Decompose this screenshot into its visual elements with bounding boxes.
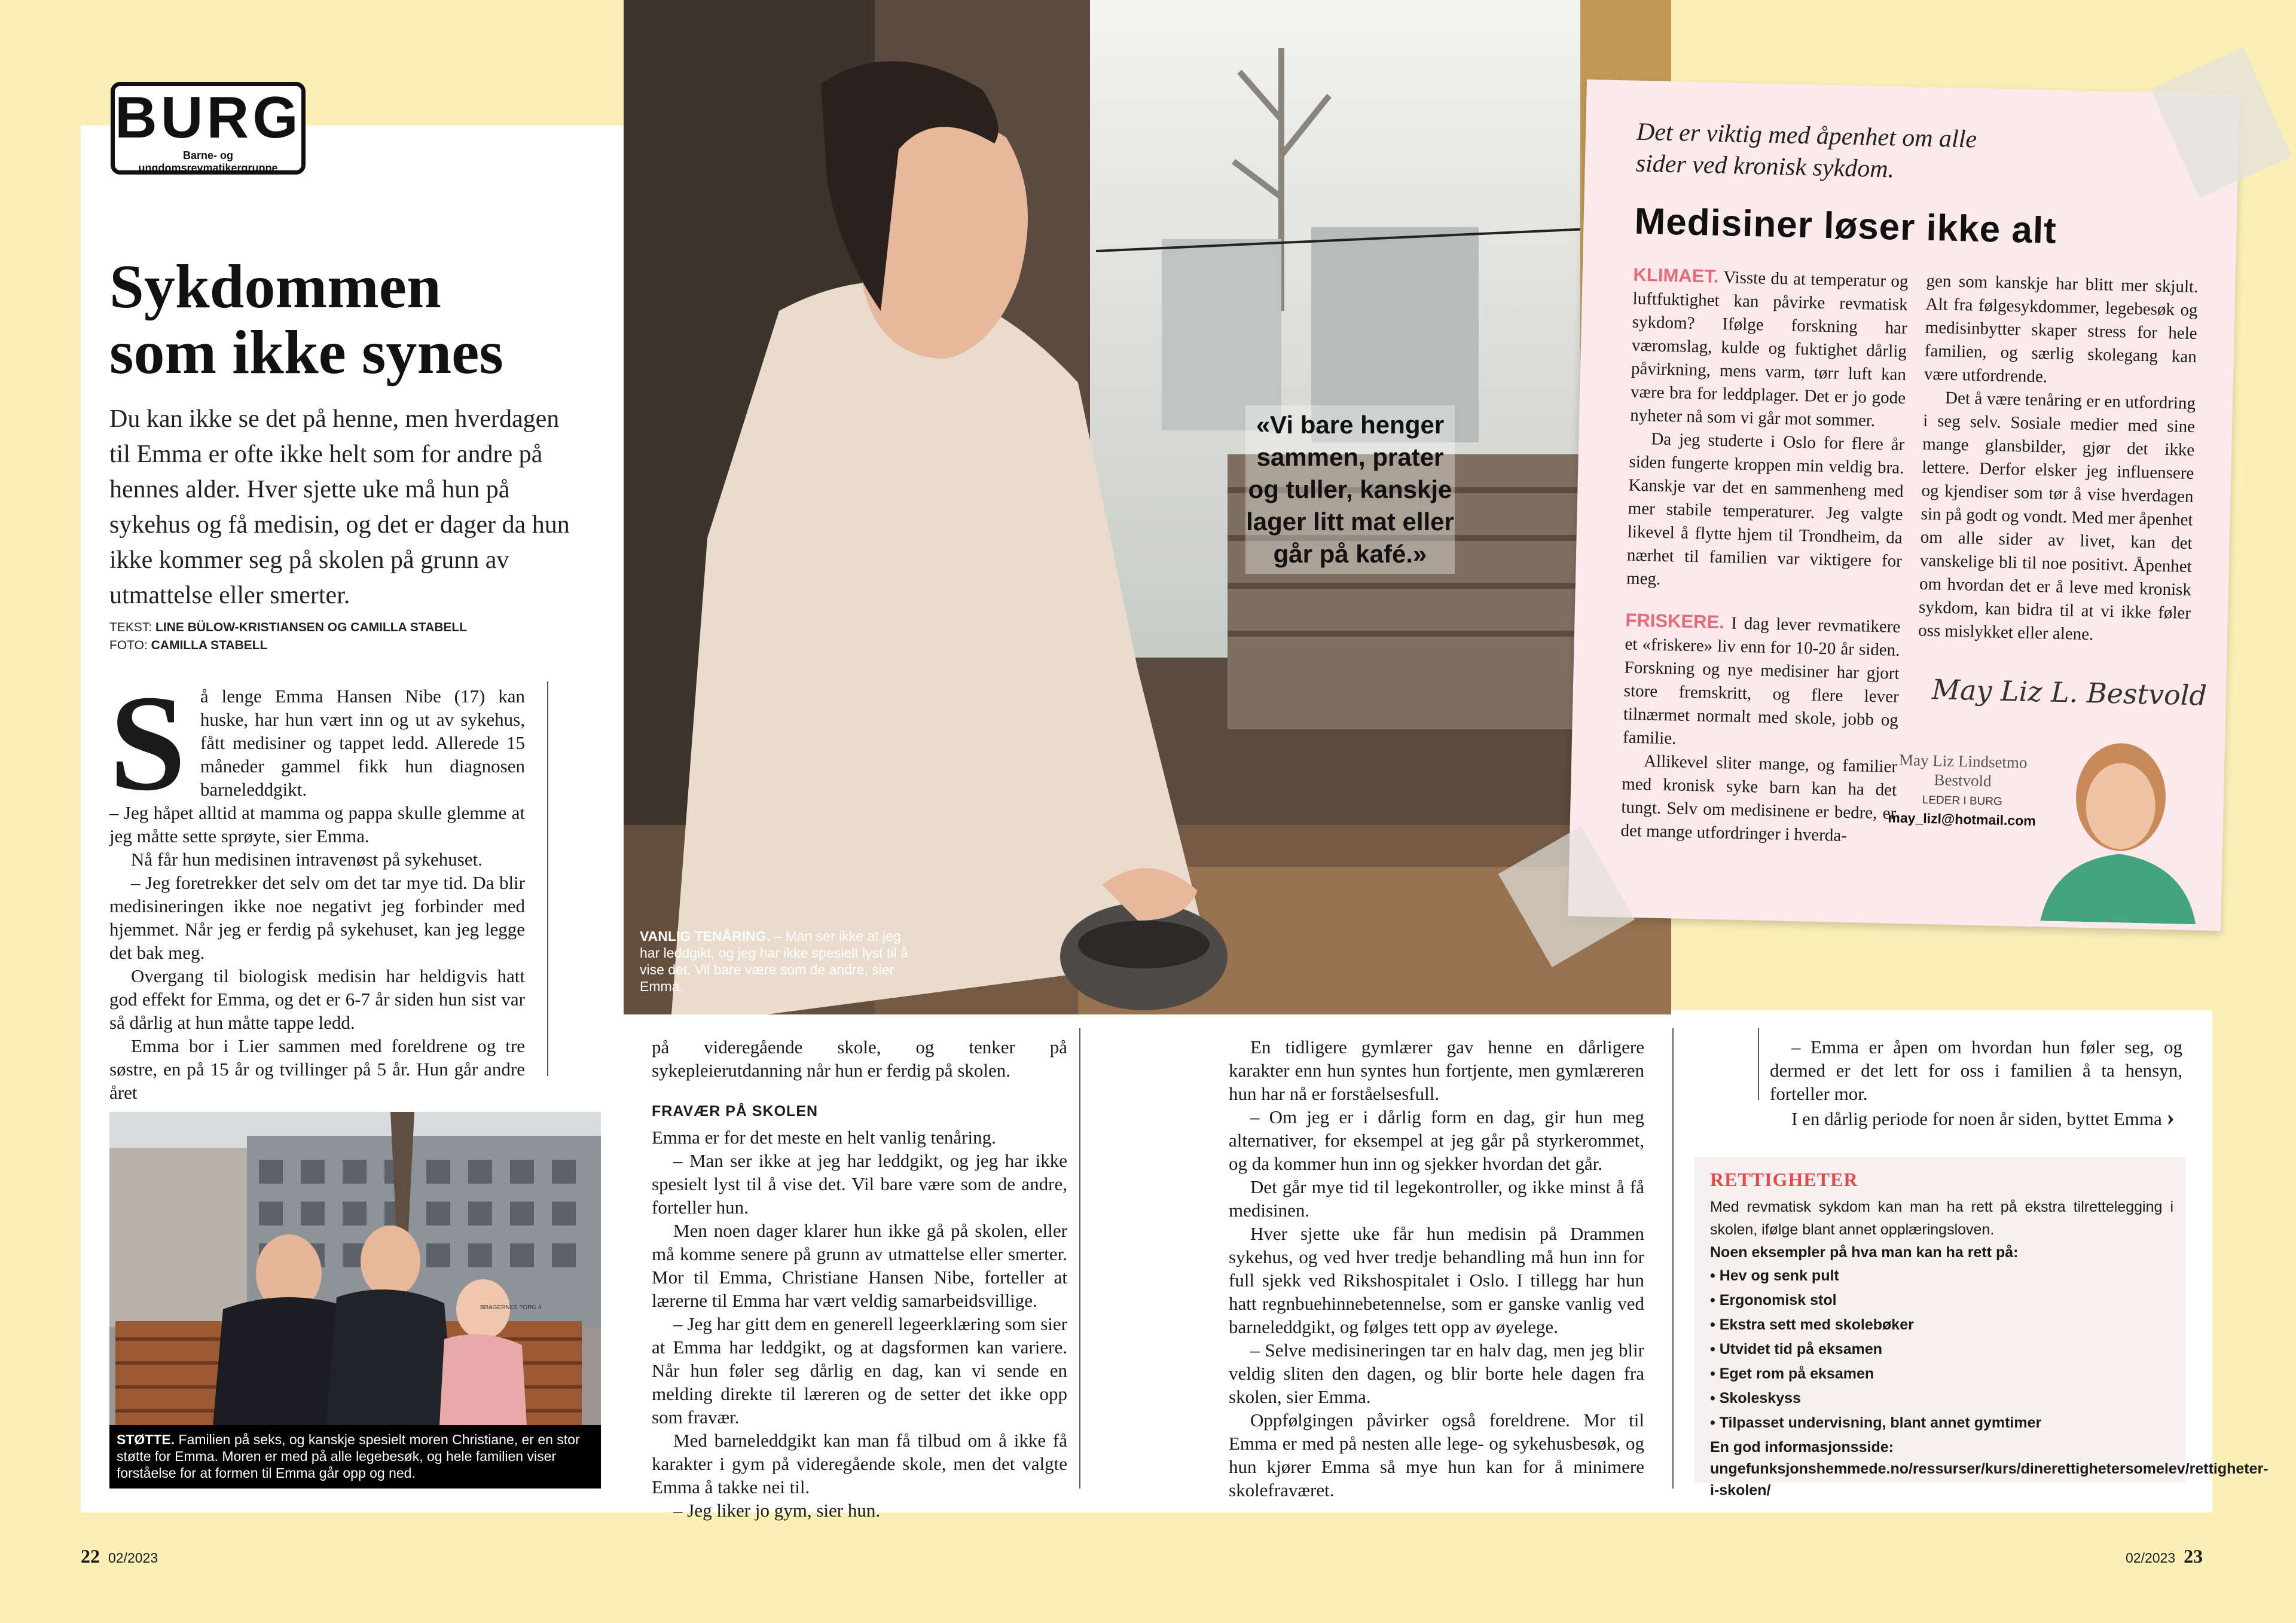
note-paragraph-c2: Det å være tenåring er en utfordring i seg selv. Sosiale medier med sine mange glansbilder, gjør det ikke lettere. Derfor elsker jeg influensere og kjendiser som tør å vise hverdagen sin på godt og vondt. Med mer åpenhet om alle sider av livet, kan det vanskelige bli til noe positivt. Åpenhet om hvordan det er å leve med kronisk sykdom, kan bidra til at vi ikke føler oss mislykket eller alene.: [1918, 388, 2196, 644]
column-3-rule: [1672, 1028, 1674, 1488]
column-2-rule: [1079, 1028, 1080, 1488]
column-4-rule: [1758, 1028, 1759, 1100]
family-photo-caption: [109, 1425, 601, 1488]
col2-paragraph-3: – Man ser ikke at jeg har leddgikt, og jeg har ikke spesielt lyst til å vise det. Vil bare være som de andre, forteller hun.: [652, 1150, 1067, 1218]
rights-intro: Med revmatisk sykdom kan man ha rett på ekstra tilrettelegging i skolen, ifølge blant annet opplæringsloven.: [1710, 1199, 2173, 1238]
family-photo-sign: BRAGERNES TORG 4: [480, 1304, 542, 1311]
note-title: Medisiner løser ikke alt: [1634, 200, 2057, 252]
col1-paragraph-6: Emma bor i Lier sammen med foreldrene og tre søstre, en på 15 år og tvillinger på 5 år. Hun går andre året: [109, 1035, 525, 1103]
issue-left: 02/2023: [108, 1550, 158, 1566]
byline-photo-label: FOTO:: [109, 638, 148, 652]
author-photo: [2028, 723, 2212, 925]
byline-text-label: TEKST:: [109, 621, 152, 634]
note-friskere-lead: FRISKERE.: [1625, 609, 1725, 633]
rights-box: [1695, 1157, 2268, 1499]
col2-paragraph-5: – Jeg har gitt dem en generell legeerklæring som sier at Emma har leddgikt, og at dagsformen kan variere. Når hun føler seg dårlig en dag, kan vi sende en melding direkte til læreren og de setter det ikke opp som fravær.: [652, 1313, 1067, 1428]
pull-quote: «Vi bare henger sammen, prater og tuller, kanskje lager litt mat eller går på kafé.»: [1245, 405, 1455, 574]
rights-item: • Skoleskyss: [1710, 1390, 1801, 1407]
column-1-rule: [547, 681, 548, 1076]
col1-paragraph-5: Overgang til biologisk medisin har heldigvis hatt god effekt for Emma, og det er 6-7 år siden hun sist var så dårlig at hun måtte tappe ledd.: [109, 965, 525, 1033]
col1-paragraph-1: å lenge Emma Hansen Nibe (17) kan huske, har hun vært inn og ut av sykehus, fått medisiner og tappet ledd. Allerede 15 måneder gammel fikk hun diagnosen barneleddgikt.: [200, 686, 525, 800]
lead-paragraph: Du kan ikke se det på henne, men hverdagen til Emma er ofte ikke helt som for andre på hennes alder. Hver sjette uke må hun på sykehus og få medisin, og det er dager da hun ikke kommer seg på skolen på grunn av utmattelse eller smerter.: [109, 405, 570, 609]
note-b1-text: I dag lever revmatikere et «friskere» liv enn for 10-20 år siden. Forskning og nye medisiner har gjort store fremskritt, og flere lever tilnærmet normalt med skole, jobb og familie.: [1622, 613, 1901, 748]
note-intro: Det er viktig med åpenhet om alle sider ved kronisk sykdom.: [1635, 118, 1977, 184]
page-number-left: 22: [81, 1545, 100, 1567]
col3-paragraph-4: Hver sjette uke får hun medisin på Drammen sykehus, og ved hver tredje behandling må hun inn for full sjekk ved Rikshospitalet i Oslo. I tillegg har hun hatt regnbuehinnebetennelse, som er ganske vanlig ved barneleddgikt, og følges tett opp av øyelege.: [1229, 1223, 1644, 1337]
article-column-2: [652, 1035, 1067, 1522]
byline-text-names: LINE BÜLOW-KRISTIANSEN OG CAMILLA STABELL: [155, 621, 468, 634]
logo-text: BURG: [115, 84, 302, 150]
author-portrait: [2028, 723, 2212, 925]
main-caption-label: VANLIG TENÅRING.: [640, 928, 771, 944]
article-column-4: [1770, 1035, 2182, 1130]
col4-paragraph-1: – Emma er åpen om hvordan hun føler seg, og dermed er det lett for oss i familien å ta hensyn, forteller mor.: [1770, 1037, 2182, 1104]
family-caption-label: STØTTE.: [117, 1432, 175, 1447]
page-number-right: 23: [2184, 1545, 2203, 1567]
col2-paragraph-1: på videregående skole, og tenker på sykepleierutdanning når hun er ferdig på skolen.: [652, 1037, 1067, 1081]
col2-paragraph-4: Men noen dager klarer hun ikke gå på skolen, eller må komme senere på grunn av utmattelse eller smerter. Mor til Emma, Christiane Hansen Nibe, forteller at lærerne til Emma har vært veldig samarbeidsvillige.: [652, 1220, 1067, 1311]
rights-item: • Ekstra sett med skolebøker: [1710, 1316, 1914, 1333]
burg-logo: [111, 82, 306, 175]
rights-title: RETTIGHETER: [1710, 1169, 1858, 1190]
family-caption-text: Familien på seks, og kanskje spesielt moren Christiane, er en stor støtte for Emma. Moren er med på alle legebesøk, og hele familien viser forståelse for at formen til Emma går opp og ned.: [117, 1432, 580, 1481]
note-signature: May Liz L. Bestvold: [1931, 673, 2208, 712]
rights-item: • Ergonomisk stol: [1710, 1292, 1837, 1309]
logo-subtitle: Barne- og ungdomsrevmatikergruppe: [138, 149, 278, 174]
rights-info-link[interactable]: En god informasjonsside: ungefunksjonshemmede.no/ressurser/kurs/dinerettighetersomelev/rettigheter-i-skolen/: [1710, 1439, 2268, 1499]
footer-left: [81, 1545, 158, 1567]
headline-line-2: som ikke synes: [109, 318, 503, 387]
col3-paragraph-2: – Om jeg er i dårlig form en dag, gir hun meg alternativer, for eksempel at jeg går på styrkerommet, og da kommer hun inn og sjekker hvordan det går.: [1229, 1107, 1644, 1174]
note-a1-text: Visste du at temperatur og luftfuktighet kan påvirke revmatisk sykdom? Ifølge forskning har væromslag, kulde og fuktighet dårlig påvirkning, mens varm, tørr luft kan være bra for leddplager. Det er jo gode nyheter nå som vi går mot sommer.: [1629, 268, 1909, 430]
main-photo: [624, 0, 1671, 1014]
note-column-a: [1620, 263, 1909, 849]
rights-list: [1710, 1264, 2173, 1435]
byline-photo-names: CAMILLA STABELL: [151, 638, 268, 652]
note-paragraph-c1: gen som kanskje har blitt mer skjult. Alt fra følgesykdommer, legebesøk og medisinbytter skaper stress for hele familien, og særlig skolegang kan være utfordrende.: [1923, 271, 2199, 387]
issue-right: 02/2023: [2126, 1550, 2176, 1566]
note-column-b: [1918, 270, 2199, 649]
article-column-3: [1229, 1035, 1644, 1502]
footer-right: [2126, 1545, 2203, 1567]
note-paragraph-a2: Da jeg studerte i Oslo for flere år siden fungerte kroppen min veldig bra. Kanskje var det en sammenheng med mer stabile temperaturer. Jeg valgte likevel å flytte hjem til Trondheim, da nærhet til familien var viktigere for meg.: [1626, 429, 1905, 589]
note-paragraph-a1: [1630, 263, 1909, 433]
note-klimaet-lead: KLIMAET.: [1633, 264, 1719, 287]
col2-paragraph-7: – Jeg liker jo gym, sier hun.: [673, 1500, 881, 1521]
note-paragraph-b2: Allikevel sliter mange, og familier med kronisk syke barn kan ha det tungt. Selv om medisinene er bedre, er det mange utfordringer i hverda-: [1620, 751, 1898, 845]
columnist-note: [1568, 80, 2239, 931]
headline: [109, 254, 648, 386]
col2-paragraph-6: Med barneleddgikt kan man få tilbud om å ikke få karakter i gym på videregående skole, men det valgte Emma å takke nei til.: [652, 1430, 1067, 1497]
col4-paragraph-2: [1770, 1105, 2182, 1130]
col3-paragraph-3: Det går mye tid til legekontroller, og ikke minst å få medisinen.: [1229, 1176, 1644, 1221]
author-role: LEDER I BURG: [1922, 793, 2003, 808]
col3-paragraph-5: – Selve medisineringen tar en halv dag, men jeg blir veldig sliten den dagen, og blir borte hele dagen fra skolen, sier Emma.: [1229, 1340, 1644, 1407]
col4-paragraph-2-text: I en dårlig periode for noen år siden, byttet Emma: [1791, 1108, 2162, 1129]
main-photo-illustration: [624, 0, 1671, 1014]
col3-paragraph-1: En tidligere gymlærer gav henne en dårligere karakter enn hun syntes hun fortjente, men gymlæreren hun har nå er forståelsesfull.: [1229, 1037, 1644, 1104]
note-paragraph-b1: [1623, 608, 1901, 755]
rights-item: • Eget rom på eksamen: [1710, 1365, 1874, 1382]
col1-paragraph-2: – Jeg håpet alltid at mamma og pappa skulle glemme at jeg måtte sette sprøyte, sier Emma.: [109, 802, 525, 846]
col2-paragraph-2: Emma er for det meste en helt vanlig tenåring.: [652, 1127, 996, 1148]
main-caption-text: – Man ser ikke at jeg har leddgikt, og jeg har ikke spesielt lyst til å vise det. Vil bare være som de andre, sier Emma.: [640, 928, 908, 994]
rights-item: • Tilpasset undervisning, blant annet gymtimer: [1710, 1414, 2042, 1431]
rights-item: • Utvidet tid på eksamen: [1710, 1341, 1883, 1358]
rights-examples-head: Noen eksempler på hva man kan ha rett på:: [1710, 1244, 2019, 1261]
main-photo-caption: [640, 928, 909, 995]
author-name: May Liz Lindsetmo Bestvold: [1898, 750, 2028, 790]
rights-item: • Hev og senk pult: [1710, 1267, 1839, 1284]
byline: [109, 619, 588, 655]
headline-line-1: Sykdommen: [109, 252, 441, 321]
drop-cap: S: [109, 667, 186, 819]
continue-arrow-icon: ›: [2166, 1104, 2175, 1130]
author-block: [1881, 750, 2044, 829]
col3-paragraph-6: Oppfølgingen påvirker også foreldrene. Mor til Emma er med på nesten alle lege- og sykehusbesøk, og hun kjører Emma så mye hun kan for å minimere skolefraværet.: [1229, 1410, 1644, 1500]
family-photo: [109, 1112, 601, 1488]
col1-paragraph-4: – Jeg foretrekker det selv om det tar mye tid. Da blir medisineringen ikke noe negativt jeg forbinder med hjemmet. Når jeg er ferdig på sykehuset, kan jeg legge det bak meg.: [109, 872, 525, 963]
subhead-fravaer: FRAVÆR PÅ SKOLEN: [652, 1103, 819, 1120]
author-email[interactable]: may_lizl@hotmail.com: [1888, 809, 2037, 829]
article-column-1: [109, 667, 525, 1104]
col1-paragraph-3: Nå får hun medisinen intravenøst på sykehuset.: [131, 849, 483, 870]
